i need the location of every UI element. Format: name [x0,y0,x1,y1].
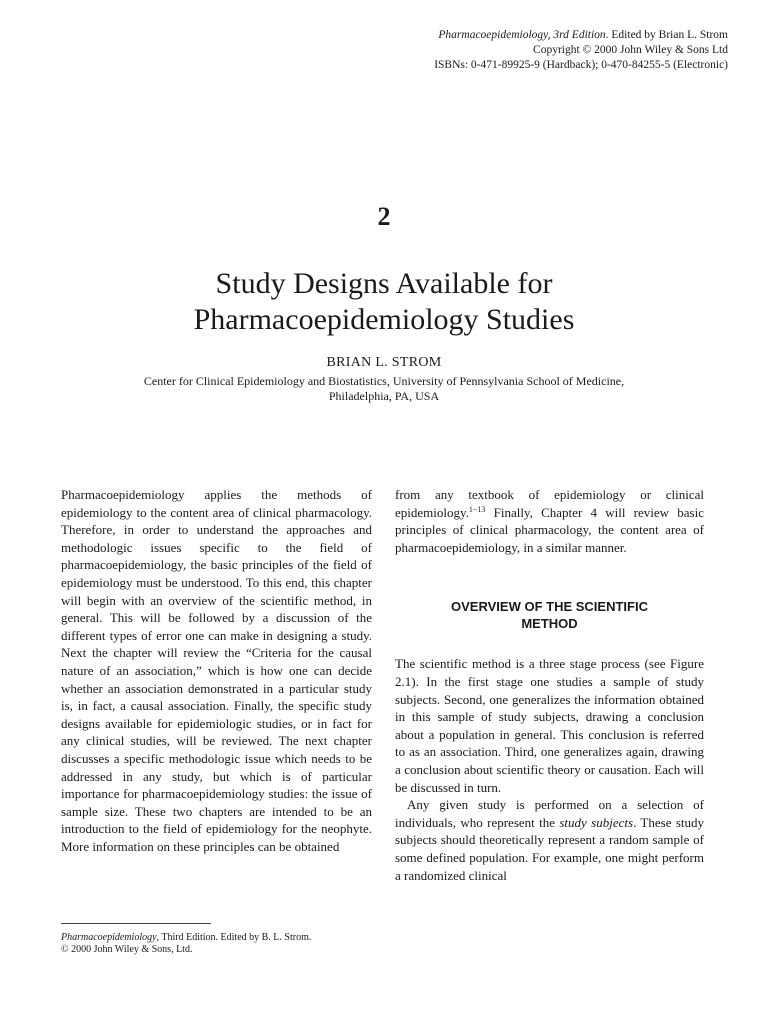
continuation-text-2: Finally, Chapter 4 will review basic principles of clinical pharmacology, the content area of pharmacoepidemiology, in a similar manner. [395,504,704,555]
footer-line1 [61,932,311,944]
chapter-number: 2 [377,202,391,231]
chapter-title [0,266,768,338]
author-affiliation [60,374,708,404]
header-editor: . Edited by Brian L. Strom [605,29,728,41]
section-heading-line2: METHOD [521,616,578,632]
header-book-title: Pharmacoepidemiology, 3rd Edition [438,29,606,41]
intro-paragraph: Pharmacoepidemiology applies the methods of epidemiology to the content area of clinical pharmacology. Therefore, in order to understand the approaches and methodologic issues specific to the field of pharmacoepidemiology, the basic principles of the field of epidemiology must be understood. To this end, this chapter will begin with an overview of the scientific method, in general. This will be followed by a discussion of the different types of error one can make in designing a study. Next the chapter will review the “Criteria for the causal nature of an association,” which is how one can decide whether an association demonstrated in a particular study is, in fact, a causal association. Finally, the specific study designs available for epidemiologic studies, or in fact for any clinical studies, will be reviewed. The next chapter discusses a specific methodologic issue which needs to be addressed in any study, but which is of particular importance for pharmacoepidemiology studies: the issue of sample size. These two chapters are intended to be an introduction to the field of epidemiology for the neophyte. More information on these principles can be obtained [61,487,372,854]
chapter-title-line1: Study Designs Available for [215,267,553,300]
affiliation-line2: Philadelphia, PA, USA [328,389,440,403]
footer-copyright: © 2000 John Wiley & Sons, Ltd. [61,944,193,955]
copyright-header [434,28,728,73]
chapter-title-line2: Pharmacoepidemiology Studies [193,303,575,336]
footer-edition: , Third Edition. Edited by B. L. Strom. [156,932,312,943]
author-name: BRIAN L. STROM [326,355,442,370]
study-subjects-emphasis: study subjects [559,814,634,830]
footer-book-title: Pharmacoepidemiology [61,932,157,943]
section-heading-line1: OVERVIEW OF THE SCIENTIFIC [451,599,648,615]
section-heading [395,598,704,632]
footer [61,932,311,956]
study-subjects-paragraph [395,796,704,884]
continuation-text-1: from any textbook of epidemiology or clinical epidemiology. [395,487,704,520]
reference-superscript: 1−13 [468,504,486,514]
footer-divider [61,923,211,924]
header-book-line [434,28,728,43]
study-text-before: Any given study is performed on a selection of individuals, who represent the [395,797,704,830]
study-text-after: . These study subjects should theoretically represent a random sample of some defined population. For example, one might perform a randomized clinical [395,814,705,883]
left-column [61,486,372,855]
continuation-paragraph [395,486,704,556]
affiliation-line1: Center for Clinical Epidemiology and Biostatistics, University of Pennsylvania School of Medicine, [143,374,625,388]
scientific-method-paragraph: The scientific method is a three stage process (see Figure 2.1). In the first stage one studies a sample of study subjects. Second, one generalizes the information obtained in this sample of study subjects, drawing a conclusion about a population in general. This conclusion is referred to as an association. Third, one generalizes again, drawing a conclusion about scientific theory or causation. Each will be discussed in turn. [395,656,704,795]
header-copyright: Copyright © 2000 John Wiley & Sons Ltd [533,44,728,56]
header-isbns: ISBNs: 0-471-89925-9 (Hardback); 0-470-84255-5 (Electronic) [434,59,728,71]
right-column [395,486,704,884]
